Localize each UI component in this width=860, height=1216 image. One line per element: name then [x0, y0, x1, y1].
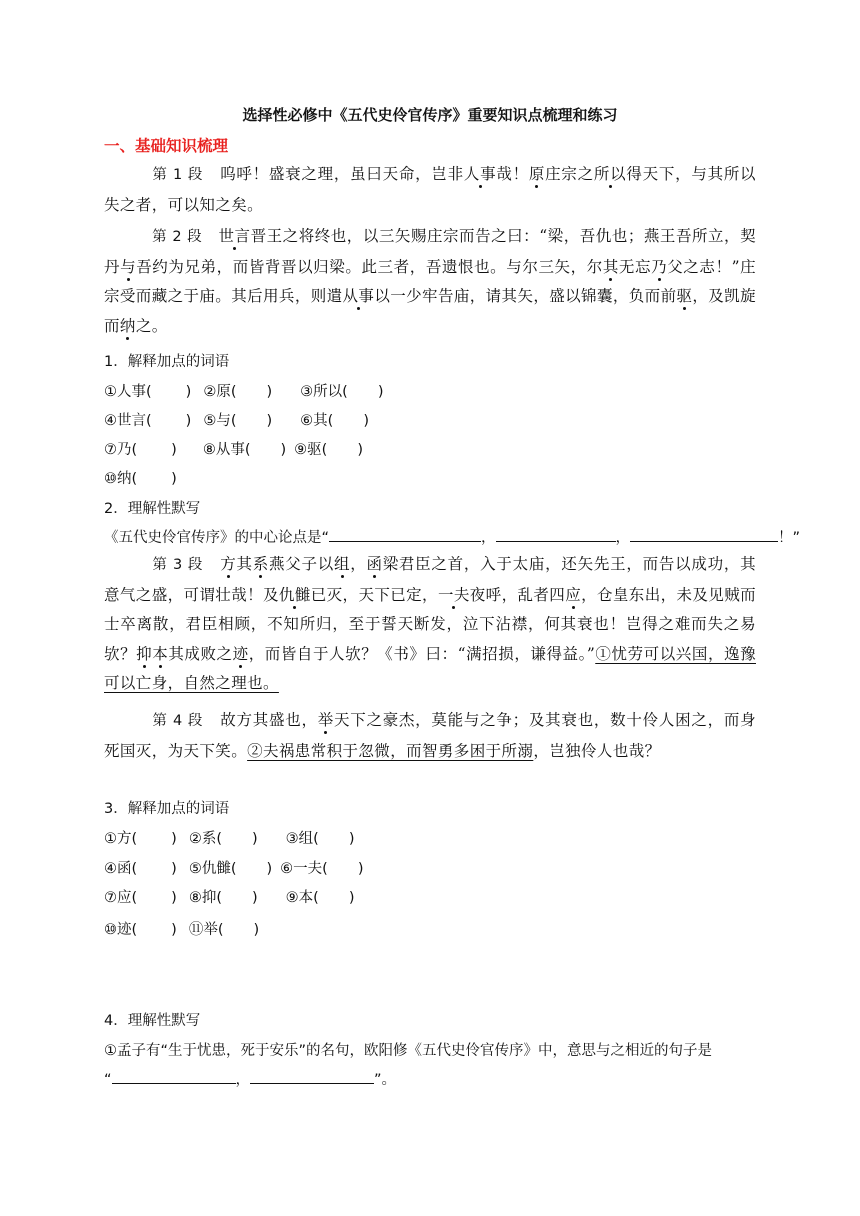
dotted-word-congshi: 从事: [342, 287, 375, 305]
quote-open: “: [104, 1072, 112, 1088]
blank-close: ): [171, 471, 177, 487]
dotted-word-han: 函: [366, 555, 383, 573]
blank-item: ④函(: [104, 861, 138, 877]
blank-item: ②原(: [203, 384, 237, 400]
answer-blank-1[interactable]: [329, 527, 481, 542]
quote-close: ”。: [374, 1072, 397, 1088]
blank-close: ): [171, 831, 177, 847]
blank-close: ): [348, 831, 355, 847]
blank-close: ): [357, 442, 363, 458]
blank-item: ⑤仇雠(: [188, 861, 237, 877]
text-segment: 之。: [135, 316, 168, 335]
dotted-word-yu: 与: [120, 257, 137, 276]
blank-close: ): [266, 413, 273, 429]
question-3-label: 3．解释加点的词语: [104, 801, 230, 817]
question-1-label: 1．解释加点的词语: [104, 354, 230, 370]
blank-item: ⑨驱(: [294, 442, 328, 458]
question-4-prompt: ①孟子有“生于忧患，死于安乐”的名句，欧阳修《五代史伶官传序》中，意思与之相近的句子是: [104, 1043, 713, 1059]
dotted-word-nai: 乃: [651, 257, 668, 276]
blank-item: ⑨本(: [285, 890, 319, 906]
blank-close: ): [171, 861, 177, 877]
text-segment: 其: [236, 555, 253, 573]
blank-close: ): [253, 922, 260, 938]
blank-item: ③组(: [285, 831, 319, 847]
answer-blank-4[interactable]: [112, 1069, 236, 1084]
blank-close: ): [171, 442, 177, 458]
dotted-word-yuan: 原: [528, 165, 546, 183]
dotted-word-xi: 系: [252, 555, 269, 573]
dotted-word-suoyi: 所以: [593, 165, 627, 183]
separator: ，: [481, 530, 496, 546]
text-segment: 庄宗之: [545, 165, 594, 183]
question-1-row-4: [104, 467, 177, 488]
dotted-word-fang: 方: [220, 555, 237, 573]
blank-close: ): [185, 413, 192, 429]
dotted-word-ju: 举: [317, 711, 334, 729]
question-1-row-2: [104, 409, 369, 430]
blank-close: ): [377, 384, 384, 400]
blank-close: ): [171, 890, 177, 906]
question-3-row-2: [104, 857, 363, 878]
question-2-fill: [104, 526, 800, 547]
blank-close: ): [251, 831, 258, 847]
dotted-word-yi: 抑: [136, 644, 153, 663]
blank-close: ): [357, 861, 364, 877]
text-segment: ，岂独伶人也哉？: [533, 741, 661, 760]
dotted-word-qu: 驱: [676, 287, 693, 305]
question-3-row-1: [104, 827, 354, 848]
paragraph-3: [104, 550, 756, 699]
dotted-word-shiyan: 世言: [218, 227, 251, 245]
dotted-word-chouchou: 仇雠: [278, 585, 311, 604]
dotted-word-ying: 应: [565, 585, 582, 604]
text-segment: 已灭，天下已定，: [310, 585, 438, 604]
text-segment: ，仓皇东出，未及见贼而士卒离散，君臣相顾，不知所归，至于誓天断发，泣下沾襟，何其衰也！岂得之难而失之易欤？: [104, 585, 757, 663]
answer-blank-5[interactable]: [250, 1069, 374, 1084]
paragraph-1-header: 第 1 段: [152, 167, 204, 183]
dotted-word-ben: 本: [152, 644, 169, 663]
question-1-row-3: [104, 438, 363, 459]
text-segment: 父之志！”庄宗受而藏之于庙。其后用兵，则遣: [104, 257, 756, 305]
question-4-label: 4．理解性默写: [104, 1013, 201, 1029]
answer-blank-3[interactable]: [630, 527, 778, 542]
text-segment: 无忘: [618, 257, 652, 276]
blank-item: ③所以(: [300, 384, 348, 400]
text-segment: 梁君臣之首，入于太庙，还矢先王，而告以成功，其意气之盛，可谓壮哉！及: [104, 555, 756, 604]
question-1-row-1: [104, 380, 383, 401]
text-segment: 故方其盛也，: [220, 711, 318, 729]
text-segment: ，: [350, 555, 367, 573]
blank-item: ④世言(: [104, 413, 152, 429]
blank-item: ⑤与(: [203, 413, 237, 429]
blank-item: ②系(: [188, 831, 222, 847]
text-segment: 晋王之将终也，以三矢赐庄宗而告之曰：“梁，吾仇也；燕王吾所立，契丹: [104, 227, 756, 276]
question-3-row-4: [104, 918, 259, 939]
dotted-word-zu: 组: [333, 555, 351, 573]
dotted-word-na: 纳: [119, 316, 136, 335]
text-segment: 天下之豪杰，莫能与之争；及其衰也，数十伶人困之，而身死国灭，为天下笑。: [104, 711, 757, 760]
underlined-sentence-1: ①忧劳可以兴国，逸豫可以亡身，自然之理也。: [104, 644, 756, 692]
paragraph-4-header: 第 4 段: [152, 713, 204, 729]
blank-item: ⑥其(: [300, 413, 334, 429]
blank-item: ⑦应(: [104, 890, 138, 906]
text-segment: 得天下，与其: [626, 165, 724, 183]
text-segment: ，及凯旋而: [104, 287, 756, 335]
text-segment: 失之者，可以知之矣。: [104, 195, 264, 214]
blank-close: ): [171, 922, 177, 938]
question-2-end: ！”: [778, 530, 801, 546]
blank-item: ①人事(: [104, 384, 152, 400]
paragraph-3-header: 第 3 段: [152, 557, 204, 573]
answer-blank-2[interactable]: [496, 527, 616, 542]
text-segment: ，而皆自于人欤？《书》曰：“满招损，谦得益。”: [248, 644, 596, 663]
question-2-label: 2．理解性默写: [104, 501, 201, 517]
dotted-word-qi: 其: [602, 257, 619, 276]
blank-item: ⑧抑(: [188, 890, 222, 906]
text-segment: 夜呼，乱者四: [469, 585, 566, 604]
text-segment: 所以: [723, 165, 756, 183]
blank-close: ): [251, 890, 258, 906]
dotted-word-yifu: 一夫: [437, 585, 470, 604]
paragraph-4: [104, 706, 756, 766]
question-4-fill: [104, 1068, 396, 1089]
blank-item: ⑩纳(: [104, 471, 138, 487]
underlined-sentence-2: ②夫祸患常积于忽微，而智勇多困于所溺: [247, 741, 534, 760]
paragraph-2-header: 第 2 段: [152, 229, 203, 245]
paragraph-2: [104, 222, 756, 341]
paragraph-1: [104, 160, 756, 220]
blank-item: ⑧从事(: [202, 442, 251, 458]
question-2-prompt: 《五代史伶官传序》的中心论点是“: [104, 530, 330, 546]
blank-close: ): [348, 890, 355, 906]
dotted-word-renshi: 人事: [463, 165, 497, 183]
section-heading: 一、基础知识梳理: [104, 137, 229, 155]
blank-close: ): [266, 861, 273, 877]
blank-item: ⑪举(: [188, 922, 224, 938]
text-segment: 吾约为兄弟，而皆背晋以归梁。此三者，吾遗恨也。与尔三矢，尔: [136, 257, 603, 276]
separator: ，: [235, 1072, 251, 1088]
separator: ，: [615, 530, 631, 546]
blank-close: ): [185, 384, 192, 400]
text-segment: 以一少牢告庙，请其矢，盛以锦囊，负而前: [374, 287, 677, 305]
text-segment: 其成败之: [168, 644, 233, 663]
blank-item: ①方(: [104, 831, 138, 847]
blank-close: ): [266, 384, 273, 400]
blank-item: ⑩迹(: [104, 922, 138, 938]
blank-item: ⑦乃(: [104, 442, 138, 458]
text-segment: 燕父子以: [268, 555, 334, 573]
dotted-word-ji: 迹: [232, 644, 249, 663]
blank-item: ⑥一夫(: [280, 861, 328, 877]
text-segment: 哉！: [496, 165, 529, 183]
text-segment: 呜呼！盛衰之理，虽曰天命，岂非: [220, 165, 464, 183]
blank-close: ): [363, 413, 369, 429]
question-3-row-3: [104, 886, 354, 907]
document-title: 选择性必修中《五代史伶官传序》重要知识点梳理和练习: [242, 106, 618, 124]
blank-close: ): [280, 442, 287, 458]
